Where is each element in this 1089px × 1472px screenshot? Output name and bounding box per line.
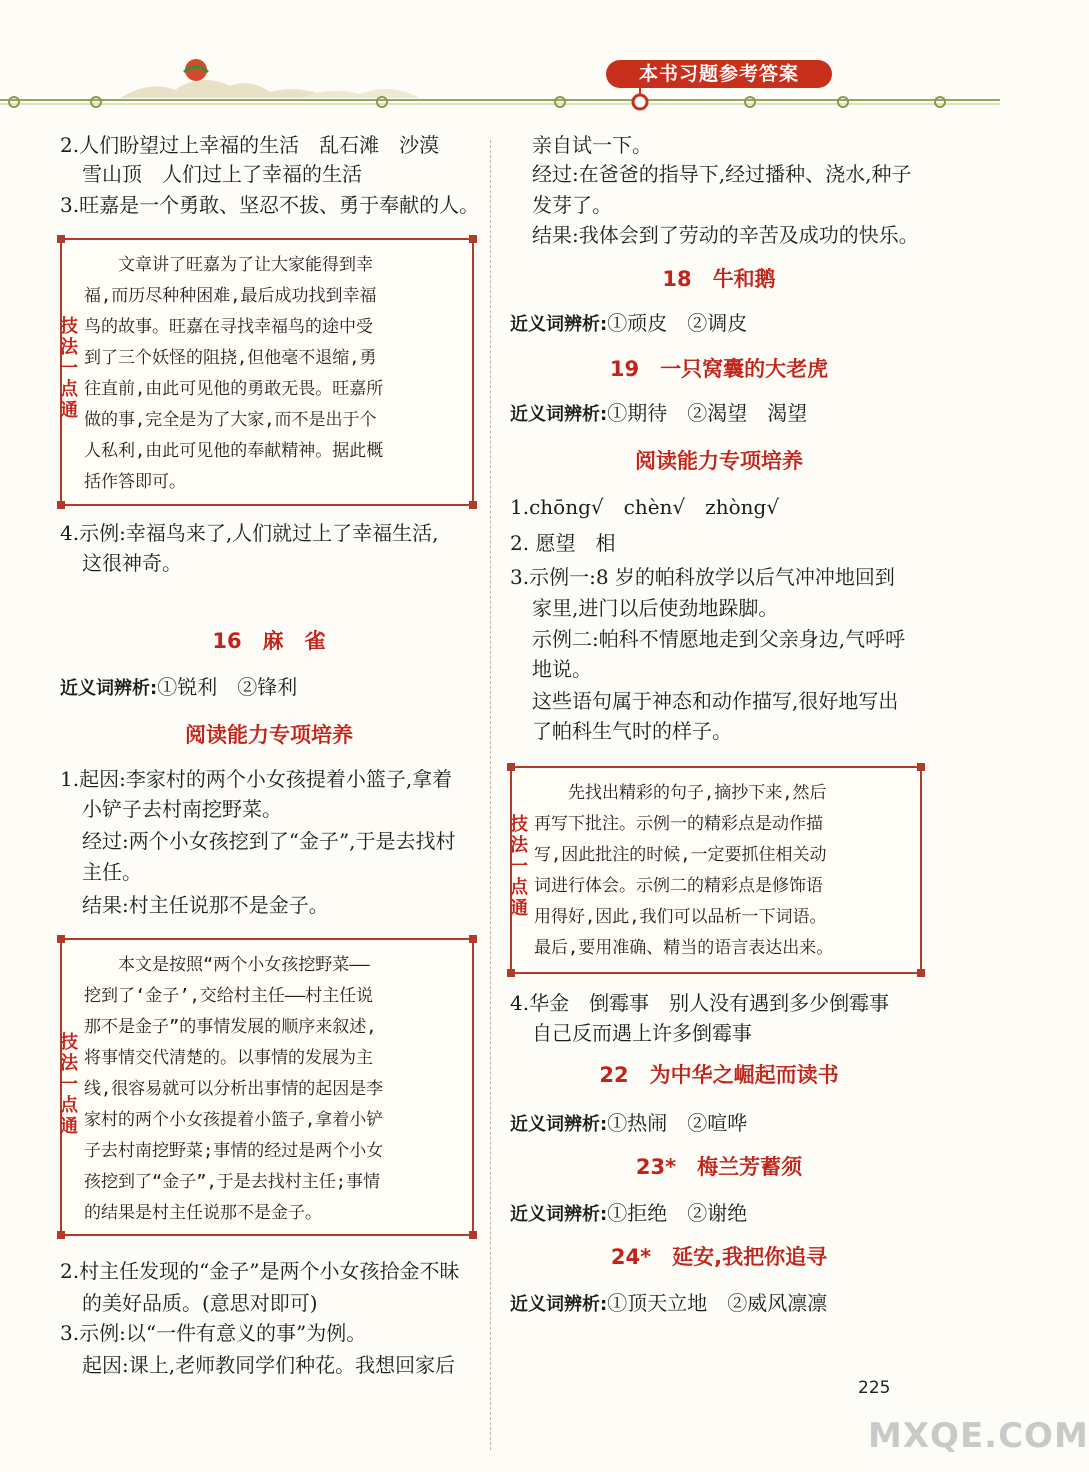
answer-line: 3.示例一:8 岁的帕科放学以后气冲冲地回到: [510, 565, 895, 589]
section-title: 阅读能力专项培养: [185, 723, 353, 747]
vocab-line: 近义词辨析:①顽皮 ②调皮: [510, 311, 748, 335]
answer-line: 示例二:帕科不情愿地走到父亲身边,气呼呼: [532, 627, 906, 651]
tip-box: [510, 766, 922, 974]
answer-line: 了帕科生气时的样子。: [532, 719, 732, 743]
answer-line: 的美好品质。(意思对即可): [82, 1291, 318, 1315]
answer-line: 经过:两个小女孩挖到了“金子”,于是去找村: [82, 829, 456, 853]
answer-line: 4.华金 倒霉事 别人没有遇到多少倒霉事: [510, 991, 890, 1015]
answer-line: 2. 愿望 相: [510, 531, 616, 555]
answer-line: 发芽了。: [532, 193, 612, 217]
header-decoration: [0, 0, 1000, 120]
tip-box: [60, 238, 474, 506]
vocab-line: 近义词辨析:①拒绝 ②谢绝: [510, 1201, 748, 1225]
page-header: [0, 0, 1000, 120]
answer-line: 自己反而遇上许多倒霉事: [532, 1021, 752, 1045]
column-divider: [490, 140, 491, 1450]
answer-line: 2.人们盼望过上幸福的生活 乱石滩 沙漠: [60, 133, 440, 157]
vocab-line: 近义词辨析:①顶天立地 ②威风凛凛: [510, 1291, 828, 1315]
section-title: 阅读能力专项培养: [635, 449, 803, 473]
tip-box: [60, 938, 474, 1236]
answer-line: 3.示例:以“一件有意义的事”为例。: [60, 1321, 367, 1345]
answer-line: 1.chōng√ chèn√ zhòng√: [510, 495, 780, 519]
answer-line: 经过:在爸爸的指导下,经过播种、浇水,种子: [532, 162, 912, 186]
vocab-line: 近义词辨析:①锐利 ②锋利: [60, 675, 298, 699]
answer-line: 小铲子去村南挖野菜。: [82, 797, 282, 821]
lesson-title: 23* 梅兰芳蓄须: [635, 1155, 803, 1179]
answer-line: 3.旺嘉是一个勇敢、坚忍不拔、勇于奉献的人。: [60, 193, 480, 217]
vocab-line: 近义词辨析:①期待 ②渴望 渴望: [510, 401, 808, 425]
answer-line: 家里,进门以后使劲地跺脚。: [532, 596, 779, 620]
tip-text: 本文是按照“两个小女孩挖野菜—— 挖到了‘金子’,交给村主任——村主任说 那不是金子”的事情发展的顺序来叙述, 将事情交代清楚的。以事情的发展为主 线,很容易就可以分析出事情的起因是李 家村的两个小女孩提着小篮子,拿着小铲 子去村南挖野菜;事情的经过是两个小女 孩挖到了“金子”,于是去找村主任;事情 的结果是村主任说那不是金子。: [84, 955, 384, 1223]
answer-line: 结果:村主任说那不是金子。: [82, 893, 329, 917]
tip-label: 技法一点通: [60, 316, 78, 421]
answer-line: 地说。: [532, 657, 592, 681]
tip-label: 技法一点通: [510, 814, 528, 919]
answer-line: 这很神奇。: [82, 551, 182, 575]
answer-line: 亲自试一下。: [532, 133, 652, 157]
lesson-title: 24* 延安,我把你追寻: [610, 1245, 828, 1269]
vocab-line: 近义词辨析:①热闹 ②喧哗: [510, 1111, 748, 1135]
answer-line: 主任。: [82, 860, 142, 884]
lesson-title: 16 麻 雀: [212, 629, 326, 653]
answer-line: 1.起因:李家村的两个小女孩提着小篮子,拿着: [60, 767, 453, 791]
lesson-title: 18 牛和鹅: [662, 267, 776, 291]
lesson-title: 22 为中华之崛起而读书: [599, 1063, 839, 1087]
answer-line: 4.示例:幸福鸟来了,人们就过上了幸福生活,: [60, 521, 439, 545]
header-tag: 本书习题参考答案: [606, 60, 832, 88]
answer-line: 2.村主任发现的“金子”是两个小女孩拾金不昧: [60, 1259, 460, 1283]
tip-label: 技法一点通: [60, 1032, 78, 1137]
page-number: 225: [858, 1378, 891, 1398]
watermark: MXQE.COM: [868, 1416, 1089, 1456]
answer-line: 雪山顶 人们过上了幸福的生活: [82, 162, 362, 186]
answer-line: 这些语句属于神态和动作描写,很好地写出: [532, 689, 899, 713]
tip-text: 文章讲了旺嘉为了让大家能得到幸 福,而历尽种种困难,最后成功找到幸福 鸟的故事。旺嘉在寻找幸福鸟的途中受 到了三个妖怪的阻挠,但他毫不退缩,勇 往直前,由此可见他的勇敢无畏。旺嘉所 做的事,完全是为了大家,而不是出于个 人私利,由此可见他的奉献精神。据此概 括作答即可。: [84, 255, 384, 492]
answer-line: 起因:课上,老师教同学们种花。我想回家后: [82, 1353, 456, 1377]
tip-text: 先找出精彩的句子,摘抄下来,然后 再写下批注。示例一的精彩点是动作描 写,因此批注的时候,一定要抓住相关动 词进行体会。示例二的精彩点是修饰语 用得好,因此,我们可以品析一下词语。 最后,要用准确、精当的语言表达出来。: [534, 783, 834, 958]
lesson-title: 19 一只窝囊的大老虎: [609, 357, 829, 381]
answer-line: 结果:我体会到了劳动的辛苦及成功的快乐。: [532, 223, 919, 247]
